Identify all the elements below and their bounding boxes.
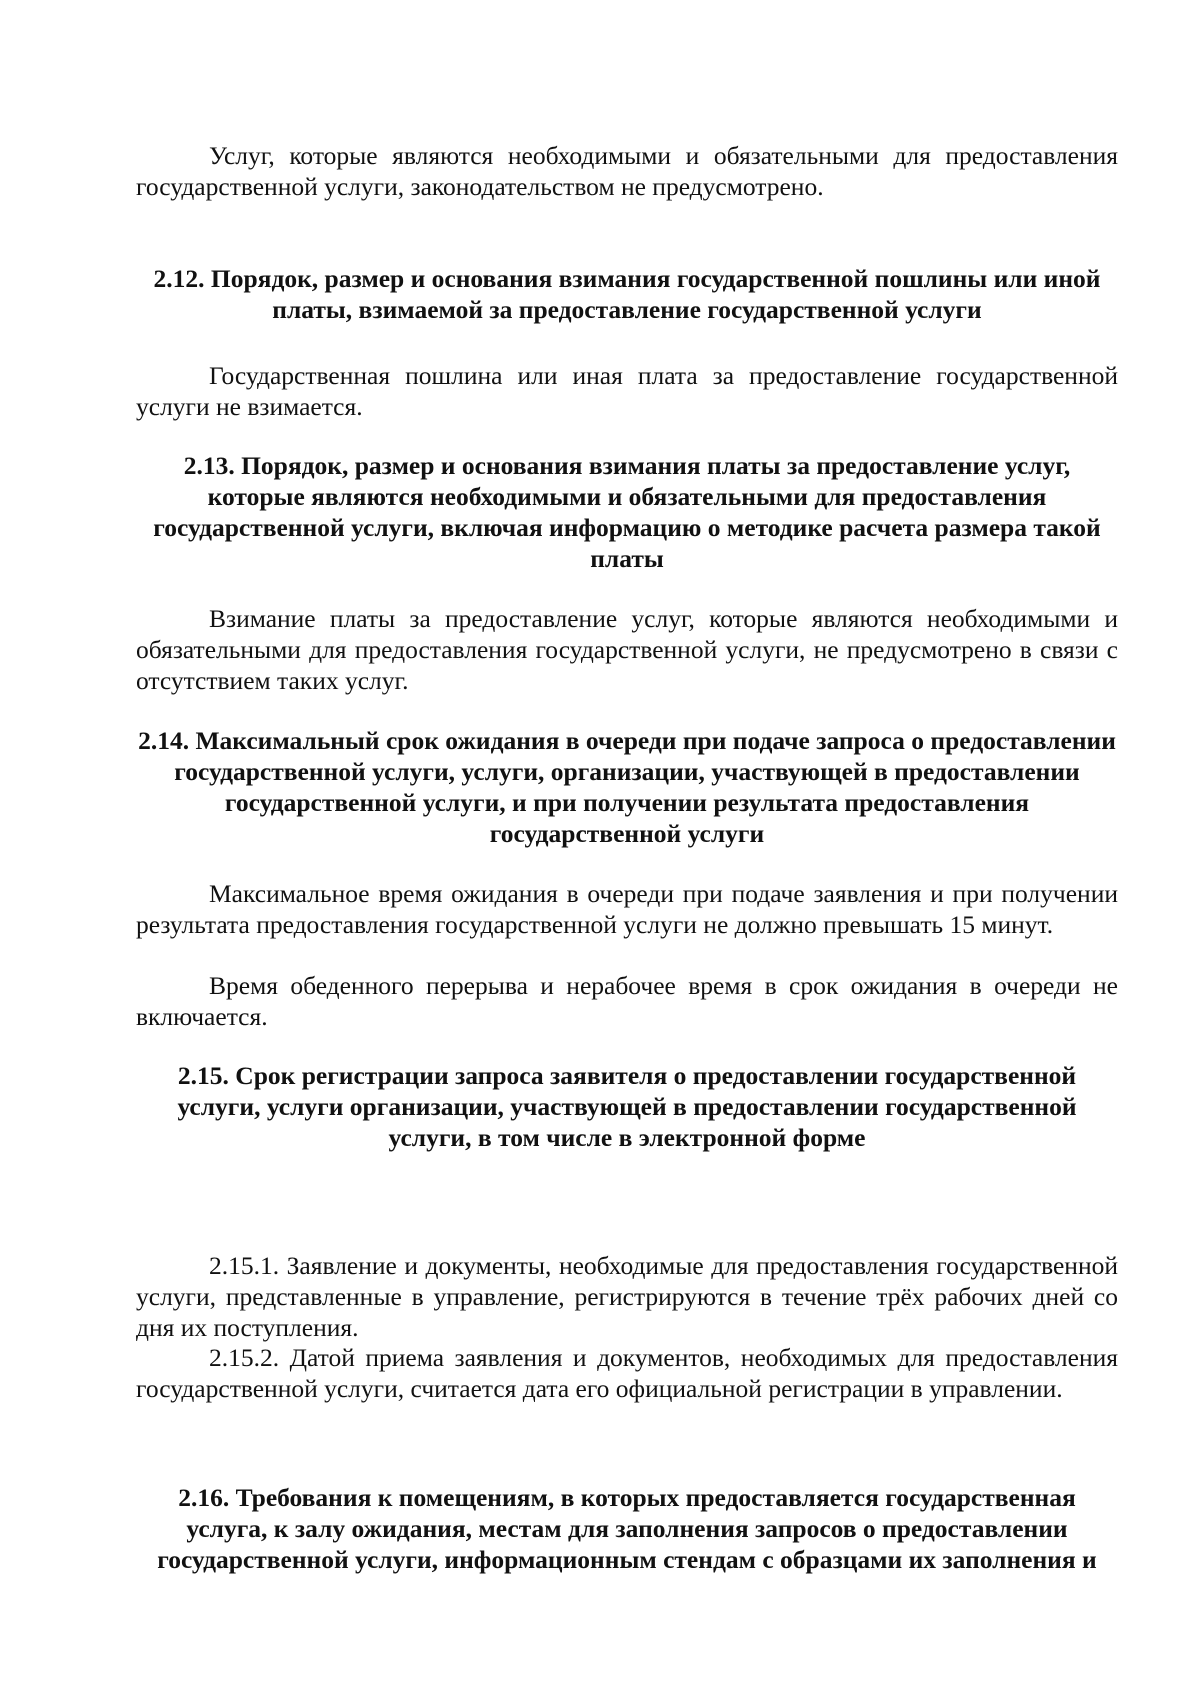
section-heading-2-12: 2.12. Порядок, размер и основания взимания государственной пошлины или иной платы, взимаемой за предоставление государственной услуги <box>153 264 1101 324</box>
paragraph-2-14-wait-time: Максимальное время ожидания в очереди при подаче заявления и при получении результата предоставления государственной услуги не должно превышать 15 минут. <box>136 879 1118 939</box>
paragraph-2-15-2: 2.15.2. Датой приема заявления и документов, необходимых для предоставления государственной услуги, считается дата его официальной регистрации в управлении. <box>136 1343 1118 1403</box>
section-heading-2-16: 2.16. Требования к помещениям, в которых предоставляется государственная услуга, к залу ожидания, местам для заполнения запросов о предоставлении государственной услуги, информационным стендам с образцами их заполнения и <box>157 1483 1097 1574</box>
paragraph-intro: Услуг, которые являются необходимыми и обязательными для предоставления государственной услуги, законодательством не предусмотрено. <box>136 141 1118 201</box>
paragraph-2-15-1: 2.15.1. Заявление и документы, необходимые для предоставления государственной услуги, представленные в управление, регистрируются в течение трёх рабочих дней со дня их поступления. <box>136 1251 1118 1342</box>
paragraph-2-14-lunch-break: Время обеденного перерыва и нерабочее время в срок ожидания в очереди не включается. <box>136 971 1118 1031</box>
section-heading-2-14: 2.14. Максимальный срок ожидания в очереди при подаче запроса о предоставлении государственной услуги, услуги, организации, участвующей в предоставлении государственной услуги, и при получении результата предоставления государственной услуги <box>138 726 1116 848</box>
paragraph-2-13: Взимание платы за предоставление услуг, которые являются необходимыми и обязательными для предоставления государственной услуги, не предусмотрено в связи с отсутствием таких услуг. <box>136 604 1118 695</box>
section-heading-2-13: 2.13. Порядок, размер и основания взимания платы за предоставление услуг, которые являются необходимыми и обязательными для предоставления государственной услуги, включая информацию о методике расчета размера такой платы <box>153 451 1101 573</box>
section-heading-2-15: 2.15. Срок регистрации запроса заявителя о предоставлении государственной услуги, услуги организации, участвующей в предоставлении государственной услуги, в том числе в электронной форме <box>177 1061 1077 1152</box>
paragraph-2-12: Государственная пошлина или иная плата за предоставление государственной услуги не взимается. <box>136 361 1118 421</box>
